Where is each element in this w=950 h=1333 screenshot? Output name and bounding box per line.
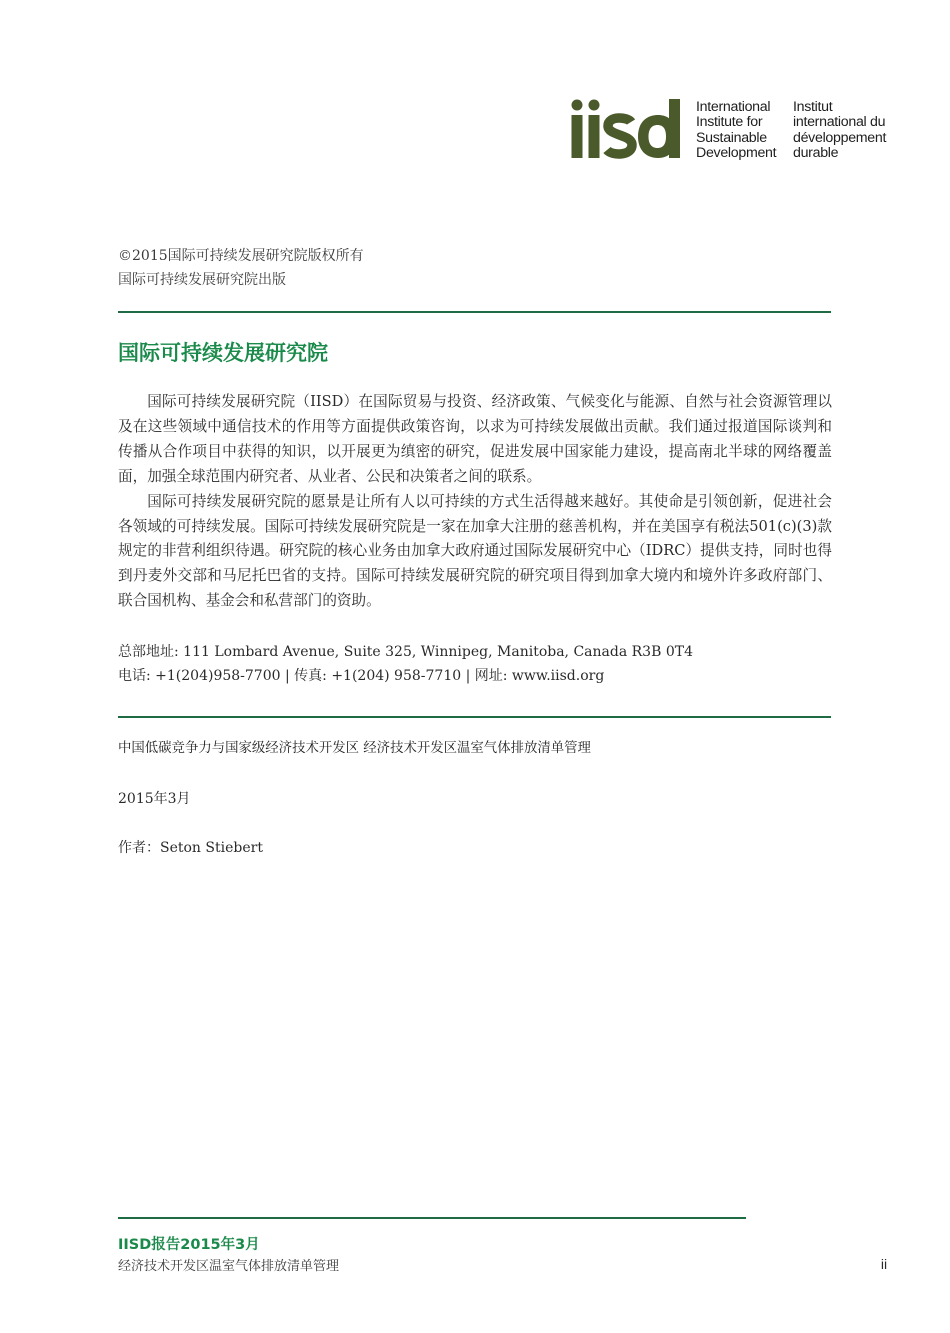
about-paragraph: 国际可持续发展研究院（IISD）在国际贸易与投资、经济政策、气候变化与能源、自然与社会资源管理以及在这些领域中通信技术的作用等方面提供政策咨询，以求为可持续发展做出贡献。我们通过报道国际谈判和传播从合作项目中获得的知识，以开展更为缜密的研究，促进发展中国家能力建设，提高南北半球的网络覆盖面，加强全球范围内研究者、从业者、公民和决策者之间的联系。: [118, 393, 832, 485]
logo-text-english: [696, 100, 776, 162]
about-body: [118, 390, 832, 614]
logo-letter-s: [607, 118, 632, 154]
logo-fr-line: Institut: [793, 99, 833, 115]
contact-line: 电话: +1(204)958-7700 | 传真: +1(204) 958-7710 | 网址: www.iisd.org: [118, 668, 605, 684]
logo-stem-2: [589, 115, 600, 158]
report-author: 作者：Seton Stiebert: [118, 840, 263, 856]
iisd-wordmark: [570, 98, 686, 164]
logo-dot-2: [589, 100, 600, 111]
about-paragraph: 国际可持续发展研究院的愿景是让所有人以可持续的方式生活得越来越好。其使命是引领创新，促进社会各领域的可持续发展。国际可持续发展研究院是一家在加拿大注册的慈善机构，并在美国享有税法501(c)(3)款规定的非营利组织待遇。研究院的核心业务由加拿大政府通过国际发展研究中心（IDRC）提供支持，同时也得到丹麦外交部和马尼托巴省的支持。国际可持续发展研究院的研究项目得到加拿大境内和境外许多政府部门、联合国机构、基金会和私营部门的资助。: [118, 492, 832, 610]
logo-letter-d: [638, 99, 680, 158]
logo-en-line: International: [696, 99, 771, 115]
logo-text-french: [793, 100, 886, 162]
contact-block: [118, 640, 693, 688]
section-divider: [118, 311, 831, 313]
copyright-block: [118, 244, 364, 292]
copyright-line: ©2015国际可持续发展研究院版权所有: [118, 248, 364, 264]
footer-series: IISD报告2015年3月: [118, 1237, 260, 1253]
iisd-logo: [570, 98, 900, 164]
footer-subtitle: 经济技术开发区温室气体排放清单管理: [118, 1259, 340, 1274]
publisher-line: 国际可持续发展研究院出版: [118, 272, 286, 288]
about-heading: 国际可持续发展研究院: [118, 341, 328, 365]
section-divider: [118, 716, 831, 718]
logo-stem-1: [572, 115, 583, 158]
page-number: ii: [880, 1256, 888, 1272]
logo-fr-line: durable: [793, 145, 839, 162]
logo-fr-line: international du: [793, 114, 886, 131]
report-title: 中国低碳竞争力与国家级经济技术开发区 经济技术开发区温室气体排放清单管理: [118, 741, 591, 756]
logo-dot-1: [572, 100, 583, 111]
footer-divider: [118, 1217, 746, 1219]
logo-fr-line: développement: [793, 129, 887, 146]
logo-en-line: Development: [696, 145, 777, 162]
logo-en-line: Sustainable: [696, 129, 767, 146]
report-date: 2015年3月: [118, 791, 191, 807]
address-line: 总部地址: 111 Lombard Avenue, Suite 325, Winnipeg, Manitoba, Canada R3B 0T4: [118, 644, 693, 660]
logo-en-line: Institute for: [696, 114, 763, 131]
